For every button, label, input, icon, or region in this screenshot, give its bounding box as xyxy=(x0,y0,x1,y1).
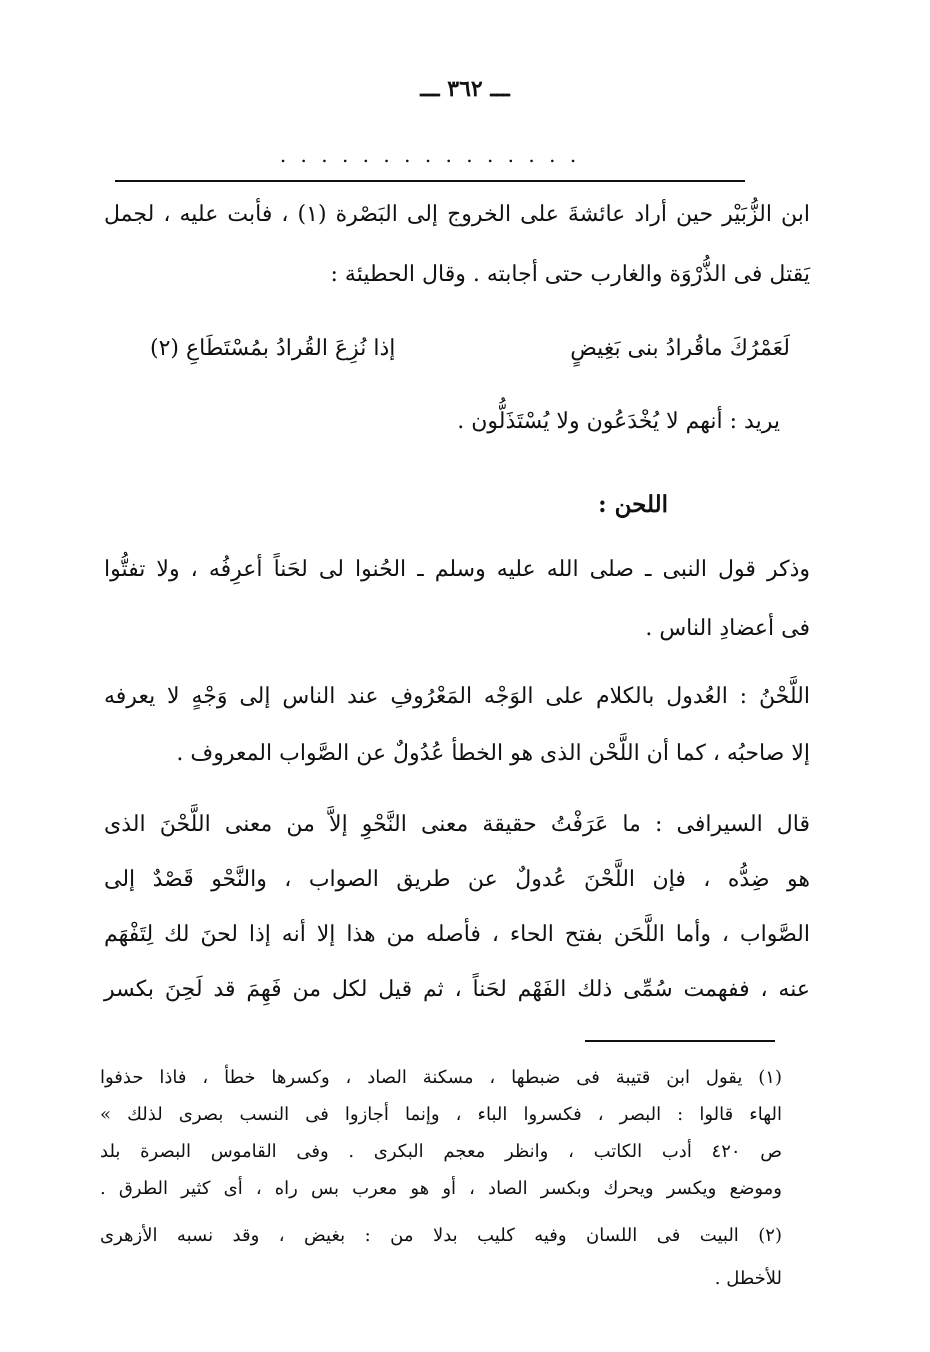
elision-dots: . . . . . . . . . . . . . . . xyxy=(279,143,581,167)
body-line-4: فى أعضادِ الناس . xyxy=(645,616,810,641)
footnote-1-line-2: الهاء قالوا : البصر ، فكسروا الباء ، وإنما أجازوا فى النسب بصرى لذلك » xyxy=(100,1104,782,1125)
poetry-verse xyxy=(150,332,790,366)
body-line-7: قال السيرافى : ما عَرَفْتُ حقيقة معنى النَّحْوِ إلاَّ من معنى اللَّحْنَ الذى xyxy=(104,812,810,837)
page-number: ـــ ٣٦٢ ـــ xyxy=(420,76,510,102)
footnote-2-line-2: للأخطل . xyxy=(714,1268,782,1289)
section-heading: اللحن : xyxy=(598,491,668,518)
body-line-8: هو ضِدُّه ، فإن اللَّحْنَ عُدولٌ عن طريق الصواب ، والنَّحْو قَصْدٌ إلى xyxy=(104,867,810,892)
footnote-1-line-4: وموضع ويكسر ويحرك وبكسر الصاد ، أو هو معرب بس راه ، أى كثير الطرق . xyxy=(100,1178,782,1199)
body-line-9: الصَّواب ، وأما اللَّحَن بفتح الحاء ، فأصله من هذا إلا أنه إذا لحنَ لك لِتَفْهَم xyxy=(104,922,810,947)
verse-second-hemistich: إذا نُزِعَ القُرادُ بمُسْتَطَاعِ (٢) xyxy=(150,336,396,361)
footnote-1-line-1: (١) يقول ابن قتيبة فى ضبطها ، مسكنة الصاد ، وكسرها خطأ ، فاذا حذفوا xyxy=(100,1067,782,1088)
header-rule xyxy=(115,180,745,182)
body-line-3: وذكر قول النبى ـ صلى الله عليه وسلم ـ الحُنوا لى لحَناً أعرِفُه ، ولا تفتُّوا xyxy=(104,557,810,582)
footnote-rule xyxy=(585,1040,775,1042)
verse-gloss: يريد : أنهم لا يُخْدَعُون ولا يُسْتَذَلُّون . xyxy=(457,409,780,434)
body-line-1: ابن الزُّبَيْر حين أراد عائشةَ على الخروج إلى البَصْرة (١) ، فأبت عليه ، لجمل xyxy=(104,202,810,227)
verse-first-hemistich: لَعَمْرُكَ ماقُرادُ بنى بَغِيضٍ xyxy=(570,336,790,361)
body-line-2: يَقتل فى الذُّرْوَة والغارب حتى أجابته . وقال الحطيئة : xyxy=(330,262,810,287)
body-line-5: اللَّحْنُ : العُدول بالكلام على الوَجْه المَعْرُوفِ عند الناس إلى وَجْهٍ لا يعرفه xyxy=(104,684,810,709)
footnote-2-line-1: (٢) البيت فى اللسان وفيه كليب بدلا من : بغيض ، وقد نسبه الأزهرى xyxy=(100,1225,782,1246)
body-line-6: إلا صاحبُه ، كما أن اللَّحْن الذى هو الخطأ عُدُولٌ عن الصَّواب المعروف . xyxy=(176,741,810,766)
body-line-10: عنه ، ففهمت سُمِّى ذلك الفَهْم لحَناً ، ثم قيل لكل من فَهِمَ قد لَحِنَ بكسر xyxy=(104,977,810,1002)
footnote-1-line-3: ص ٤٢٠ أدب الكاتب ، وانظر معجم البكرى . وفى القاموس البصرة بلد xyxy=(100,1141,783,1162)
